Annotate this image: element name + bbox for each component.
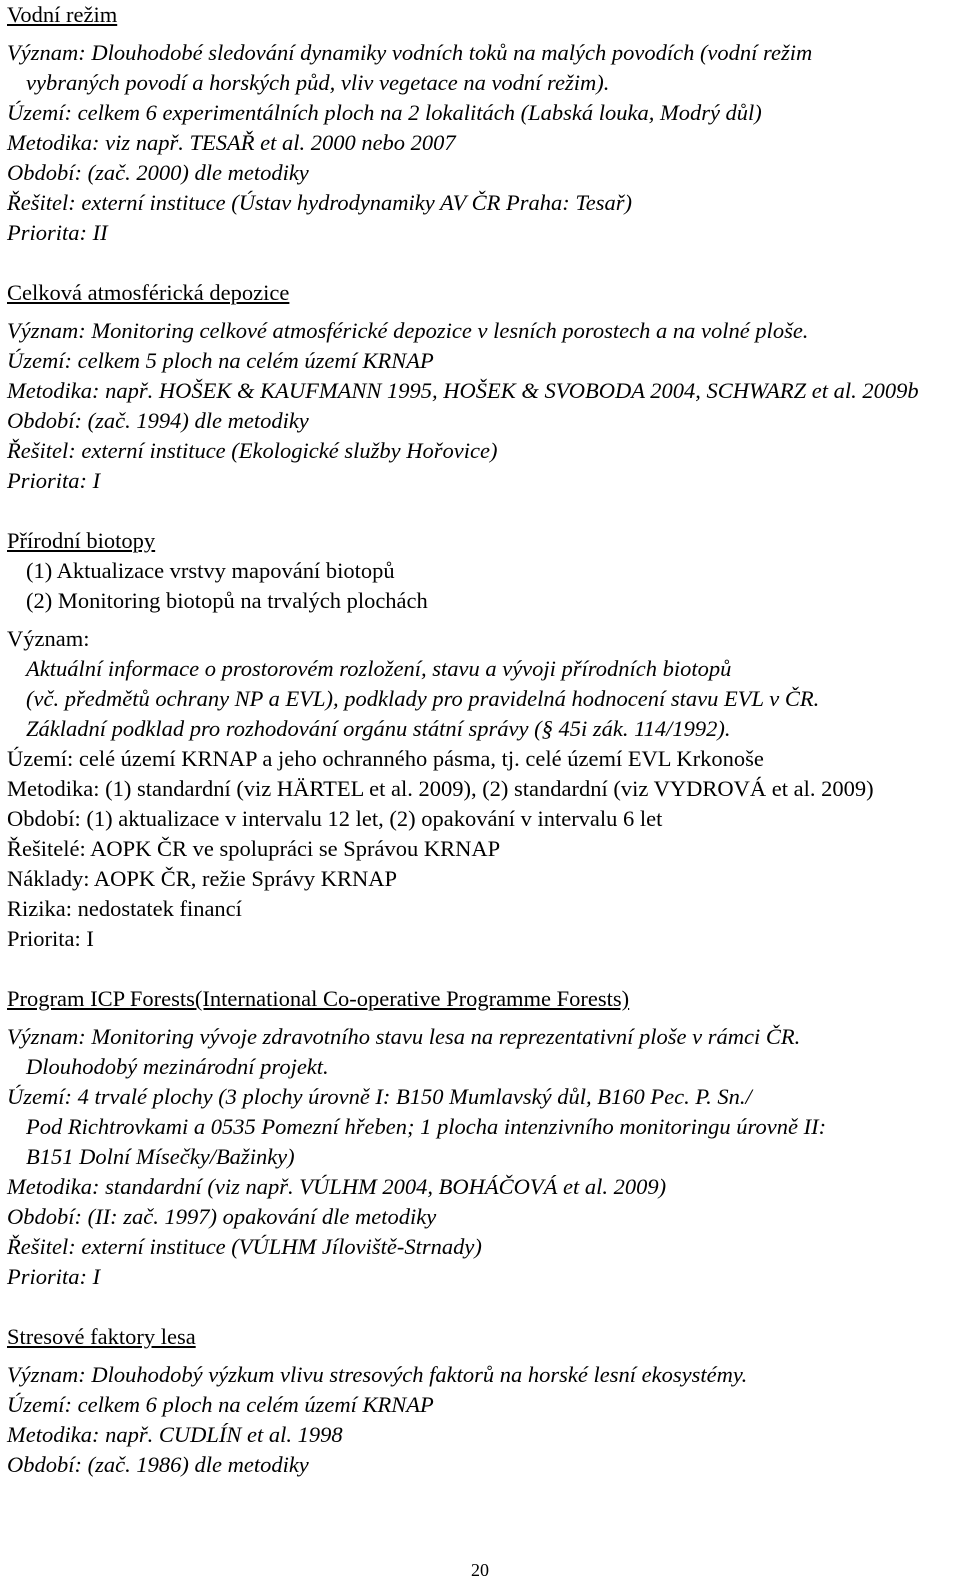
- text-line: Území: celkem 6 experimentálních ploch na 2 lokalitách (Labská louka, Modrý důl): [7, 100, 762, 125]
- text-line: Rizika: nedostatek financí: [7, 896, 242, 921]
- document-page: [7, 0, 955, 1480]
- text-line: Aktuální informace o prostorovém rozložení, stavu a vývoji přírodních biotopů: [26, 656, 732, 681]
- text-line: Priorita: II: [7, 220, 108, 245]
- page-number: 20: [471, 1560, 489, 1580]
- section-stresove-faktory: [7, 1322, 955, 1480]
- text-line: Řešitel: externí instituce (VÚLHM Jíloviště-Strnady): [7, 1234, 482, 1259]
- text-line: Priorita: I: [7, 1264, 101, 1289]
- text-line: Řešitelé: AOPK ČR ve spolupráci se Správou KRNAP: [7, 836, 501, 861]
- text-line: vybraných povodí a horských půd, vliv vegetace na vodní režim).: [26, 70, 610, 95]
- text-line: Území: 4 trvalé plochy (3 plochy úrovně I: B150 Mumlavský důl, B160 Pec. P. Sn./: [7, 1084, 752, 1109]
- text-line: Řešitel: externí instituce (Ekologické služby Hořovice): [7, 438, 498, 463]
- text-line: Řešitel: externí instituce (Ústav hydrodynamiky AV ČR Praha: Tesař): [7, 190, 633, 215]
- text-line: Dlouhodobý mezinárodní projekt.: [26, 1054, 329, 1079]
- text-line: Význam: Dlouhodobé sledování dynamiky vodních toků na malých povodích (vodní režim: [7, 40, 813, 65]
- text-line: Význam: Monitoring celkové atmosférické depozice v lesních porostech a na volné ploše.: [7, 318, 809, 343]
- text-line: Metodika: např. HOŠEK & KAUFMANN 1995, HOŠEK & SVOBODA 2004, SCHWARZ et al. 2009b: [7, 378, 919, 403]
- meaning-label: Význam:: [7, 626, 90, 651]
- text-line: Metodika: (1) standardní (viz HÄRTEL et al. 2009), (2) standardní (viz VYDROVÁ et al. 2009): [7, 776, 874, 801]
- text-line: Území: celé území KRNAP a jeho ochranného pásma, tj. celé území EVL Krkonoše: [7, 746, 764, 771]
- text-line: Význam: Monitoring vývoje zdravotního stavu lesa na reprezentativní ploše v rámci ČR.: [7, 1024, 801, 1049]
- section-icp-forests: [7, 984, 955, 1292]
- text-line: Období: (1) aktualizace v intervalu 12 let, (2) opakování v intervalu 6 let: [7, 806, 663, 831]
- text-line: Období: (zač. 1986) dle metodiky: [7, 1452, 309, 1477]
- text-line: B151 Dolní Mísečky/Bažinky): [26, 1144, 295, 1169]
- text-line: Základní podklad pro rozhodování orgánu státní správy (§ 45i zák. 114/1992).: [26, 716, 731, 741]
- list-item: (2) Monitoring biotopů na trvalých plochách: [26, 588, 428, 613]
- section-heading: Celková atmosférická depozice: [7, 280, 290, 305]
- section-heading: [7, 984, 955, 1014]
- text-line: Pod Richtrovkami a 0535 Pomezní hřeben; 1 plocha intenzivního monitoringu úrovně II:: [26, 1114, 827, 1139]
- section-heading: Přírodní biotopy: [7, 528, 156, 553]
- text-line: Území: celkem 5 ploch na celém území KRNAP: [7, 348, 434, 373]
- list-item: (1) Aktualizace vrstvy mapování biotopů: [26, 558, 395, 583]
- text-line: Náklady: AOPK ČR, režie Správy KRNAP: [7, 866, 397, 891]
- section-heading-rest: (International Co-operative Programme Forests): [194, 986, 630, 1011]
- section-vodni-rezim: [7, 0, 955, 248]
- section-heading: Vodní režim: [7, 2, 118, 27]
- text-line: Priorita: I: [7, 468, 101, 493]
- text-line: Období: (zač. 1994) dle metodiky: [7, 408, 309, 433]
- text-line: Priorita: I: [7, 926, 94, 951]
- text-line: Metodika: standardní (viz např. VÚLHM 2004, BOHÁČOVÁ et al. 2009): [7, 1174, 667, 1199]
- text-line: Metodika: např. CUDLÍN et al. 1998: [7, 1422, 343, 1447]
- section-prirodni-biotopy: [7, 526, 955, 954]
- text-line: Období: (II: zač. 1997) opakování dle metodiky: [7, 1204, 437, 1229]
- text-line: (vč. předmětů ochrany NP a EVL), podklady pro pravidelná hodnocení stavu EVL v ČR.: [26, 686, 820, 711]
- section-atmosfericka-depozice: [7, 278, 955, 496]
- section-heading-underlined: Program ICP Forests: [7, 986, 195, 1011]
- text-line: Území: celkem 6 ploch na celém území KRNAP: [7, 1392, 434, 1417]
- text-line: Význam: Dlouhodobý výzkum vlivu stresových faktorů na horské lesní ekosystémy.: [7, 1362, 748, 1387]
- text-line: Období: (zač. 2000) dle metodiky: [7, 160, 309, 185]
- text-line: Metodika: viz např. TESAŘ et al. 2000 nebo 2007: [7, 130, 456, 155]
- section-heading: Stresové faktory lesa: [7, 1324, 196, 1349]
